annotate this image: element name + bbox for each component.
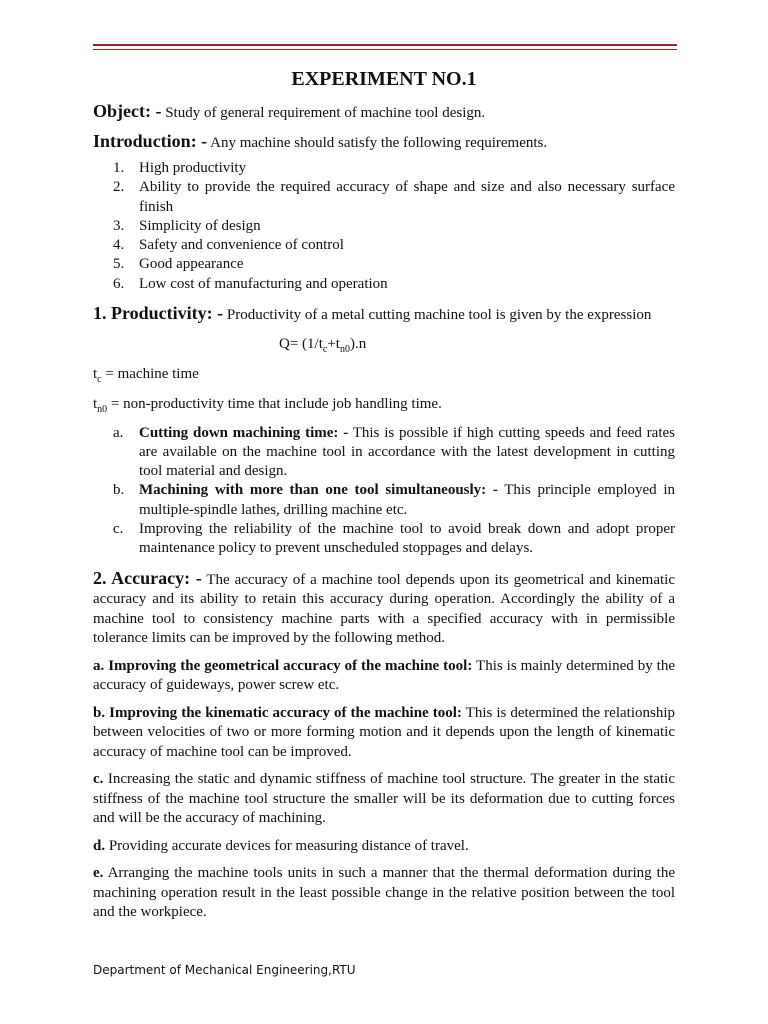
accuracy-point: [93, 657, 675, 696]
productivity-label: 1. Productivity: -: [93, 303, 224, 324]
formula-part: Q= (1/t: [279, 335, 323, 352]
list-item-text: Simplicity of design: [139, 217, 261, 234]
list-item-text: This is possible if high cutting speeds and feed rates are available on the machine tool in accordance with the latest development in cutting tool material and design.: [139, 424, 675, 480]
accuracy-point: [93, 864, 675, 923]
list-item-heading: Machining with more than one tool simultaneously: -: [139, 482, 498, 499]
formula-subscript: c: [322, 343, 328, 355]
introduction-label: Introduction: -: [93, 130, 208, 151]
list-number: 6.: [113, 275, 125, 292]
page-footer: Department of Mechanical Engineering,RTU: [93, 963, 356, 977]
requirements-list: [93, 159, 675, 294]
accuracy-point: [93, 837, 675, 857]
point-heading: b. Improving the kinematic accuracy of the machine tool:: [93, 704, 462, 721]
object-label: Object: -: [93, 101, 162, 121]
list-item: [93, 481, 675, 520]
symbol: t: [93, 365, 98, 382]
list-letter: c.: [113, 521, 124, 538]
accuracy-point: [93, 770, 675, 829]
list-item: [93, 178, 675, 217]
list-item-text: Good appearance: [139, 256, 244, 273]
list-number: 4.: [113, 237, 125, 254]
list-item: [93, 159, 675, 178]
accuracy-paragraph: [93, 569, 675, 649]
symbol-subscript: c: [97, 373, 102, 385]
point-text: Arranging the machine tools units in such a manner that the thermal deformation during the machining operation result in the least possible change in the relative position between the tool and the workpiece.: [93, 865, 675, 921]
formula-part: ).n: [349, 335, 367, 352]
accuracy-text: The accuracy of a machine tool depends upon its geometrical and kinematic accuracy and its ability to retain this accuracy during operation. Accordingly the ability of a machine tool to consistency machine parts with a specified accuracy with in permissible tolerance limits can be improved by the following method.: [93, 571, 675, 647]
list-number: 2.: [113, 179, 125, 196]
list-letter: b.: [113, 482, 125, 499]
list-item: [93, 236, 675, 255]
productivity-formula: [279, 336, 675, 355]
list-item: [93, 255, 675, 274]
definition-tn0: [93, 396, 675, 415]
header-rule-thin: [93, 49, 677, 50]
definition-text: = non-productivity time that include job handling time.: [107, 395, 442, 412]
point-text: This is determined the relationship between velocities of two or more forming motion and it depends upon the length of kinematic accuracy of machine tool can be improved.: [93, 704, 675, 760]
formula-subscript: n0: [339, 343, 350, 355]
object-paragraph: [93, 102, 675, 124]
list-item-text: High productivity: [139, 160, 247, 176]
list-item-text: Ability to provide the required accuracy of shape and size and also necessary surface finish: [139, 179, 675, 215]
productivity-paragraph: [93, 304, 675, 326]
list-item-heading: Cutting down machining time: -: [139, 424, 349, 441]
point-heading: a. Improving the geometrical accuracy of the machine tool:: [93, 657, 473, 674]
list-number: 3.: [113, 217, 125, 234]
formula-part: +t: [327, 335, 340, 352]
point-text: Providing accurate devices for measuring distance of travel.: [105, 837, 469, 854]
point-text: This is mainly determined by the accuracy of guideways, power screw etc.: [93, 657, 676, 694]
definition-text: = machine time: [101, 365, 199, 382]
point-heading: d.: [93, 837, 106, 854]
list-item-text: Improving the reliability of the machine tool to avoid break down and adopt proper maintenance policy to prevent unscheduled stoppages and delays.: [139, 521, 675, 557]
list-item: [93, 520, 675, 559]
symbol: t: [93, 395, 98, 412]
productivity-text: Productivity of a metal cutting machine tool is given by the expression: [223, 307, 652, 324]
point-heading: e.: [93, 865, 104, 882]
introduction-paragraph: [93, 132, 675, 154]
definition-tc: [93, 366, 675, 385]
list-number: 5.: [113, 256, 125, 273]
productivity-methods-list: [93, 424, 675, 559]
list-letter: a.: [113, 424, 124, 441]
header-rule: [93, 44, 677, 46]
accuracy-label: 2. Accuracy: -: [93, 567, 202, 588]
list-item: [93, 275, 675, 294]
list-item: [93, 217, 675, 236]
list-item-text: This principle employed in multiple-spindle lathes, drilling machine etc.: [139, 482, 675, 518]
object-text: Study of general requirement of machine tool design.: [161, 105, 486, 121]
symbol-subscript: n0: [97, 403, 108, 415]
accuracy-point: [93, 704, 675, 763]
introduction-text: Any machine should satisfy the following requirements.: [207, 134, 548, 151]
document-body: [93, 68, 675, 923]
list-item: [93, 424, 675, 482]
page-title: EXPERIMENT NO.1: [291, 68, 477, 90]
list-item-text: Safety and convenience of control: [139, 237, 344, 254]
point-text: Increasing the static and dynamic stiffness of machine tool structure. The greater in the static stiffness of the machine tool structure the smaller will be its deformation due to cutting forces and will be the accuracy of machining.: [93, 771, 675, 827]
point-heading: c.: [93, 771, 104, 788]
list-number: 1.: [113, 160, 125, 176]
list-item-text: Low cost of manufacturing and operation: [139, 275, 388, 292]
